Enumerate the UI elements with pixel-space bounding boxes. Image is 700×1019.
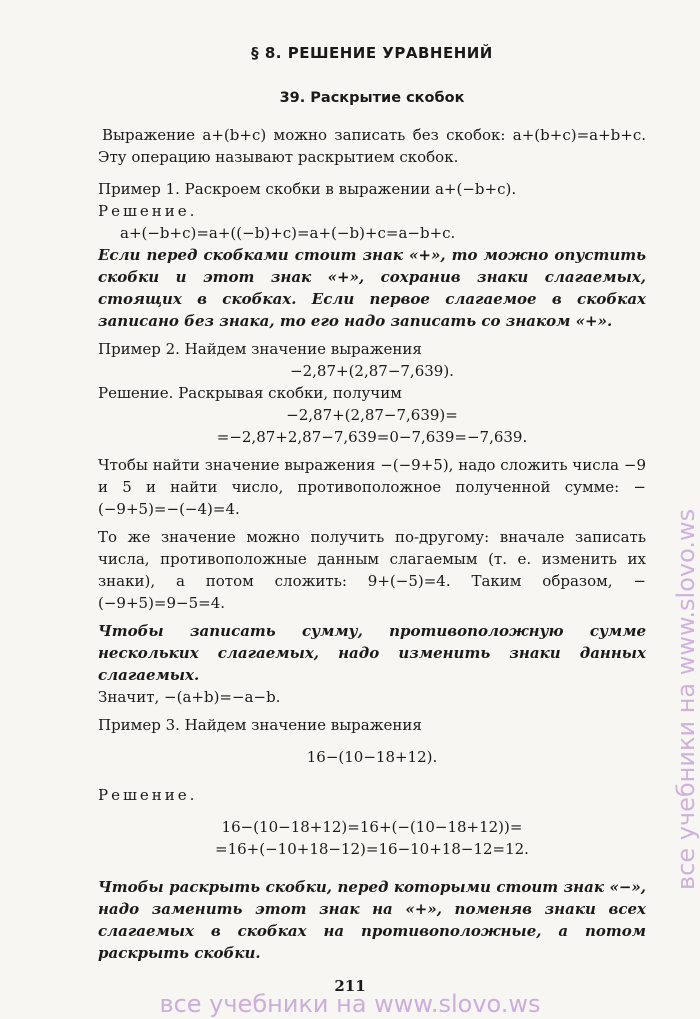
example-3-formula-line-2: =16+(−10+18−12)=16−10+18−12=12.	[215, 840, 529, 858]
watermark-side: все учебники на www.slovo.ws	[672, 508, 700, 890]
paragraph-alternative: То же значение можно получить по-другому: вначале записать числа, противоположные данным слагаемым (т. е. изменить их знаки), а потом сложить: 9+(−5)=4. Таким образом, −(−9+5)=9−5=4.	[98, 528, 646, 612]
rule-opposite-sum: Чтобы записать сумму, противоположную сумме нескольких слагаемых, надо изменить знаки данных слагаемых.	[98, 622, 646, 684]
watermark-bottom: все учебники на www.slovo.ws	[159, 990, 541, 1018]
example-1-formula: a+(−b+c)=a+((−b)+c)=a+(−b)+c=a−b+c.	[120, 224, 456, 242]
paragraph-opposite-sum: Чтобы найти значение выражения −(−9+5), надо сложить числа −9 и 5 и найти число, противоположное полученной сумме: −(−9+5)=−(−4)=4.	[98, 456, 646, 518]
example-2-heading: Пример 2. Найдем значение выражения	[98, 340, 422, 358]
section-title: § 8. РЕШЕНИЕ УРАВНЕНИЙ	[251, 44, 493, 62]
example-2-formula-line-2: =−2,87+2,87−7,639=0−7,639=−7,639.	[216, 428, 528, 446]
rule-minus-brackets: Чтобы раскрыть скобки, перед которыми стоит знак «−», надо заменить этот знак на «+», поменяв знаки всех слагаемых в скобках на противоположные, а потом раскрыть скобки.	[98, 878, 646, 962]
example-2-expression: −2,87+(2,87−7,639).	[290, 362, 454, 380]
example-3-heading: Пример 3. Найдем значение выражения	[98, 716, 422, 734]
example-1-heading: Пример 1. Раскроем скобки в выражении a+(−b+c).	[98, 180, 517, 198]
page-content	[98, 38, 646, 964]
example-2-solution: Решение. Раскрывая скобки, получим	[98, 384, 402, 402]
rule-plus-brackets: Если перед скобками стоит знак «+», то можно опустить скобки и этот знак «+», сохранив знаки слагаемых, стоящих в скобках. Если первое слагаемое в скобках записано без знака, то его надо записать со знаком «+».	[98, 246, 646, 330]
solution-label-1: Решение.	[98, 202, 198, 220]
page-number: 211	[334, 977, 366, 995]
intro-paragraph: Выражение a+(b+c) можно записать без скобок: a+(b+c)=a+b+c. Эту операцию называют раскрытием скобок.	[98, 126, 646, 166]
conclusion-formula: Значит, −(a+b)=−a−b.	[98, 688, 281, 706]
example-2-formula-line-1: −2,87+(2,87−7,639)=	[286, 406, 458, 424]
example-3-expression: 16−(10−18+12).	[306, 748, 438, 766]
example-3-formula-line-1: 16−(10−18+12)=16+(−(10−18+12))=	[221, 818, 523, 836]
subsection-title: 39. Раскрытие скобок	[279, 90, 465, 106]
solution-label-3: Решение.	[98, 786, 198, 804]
